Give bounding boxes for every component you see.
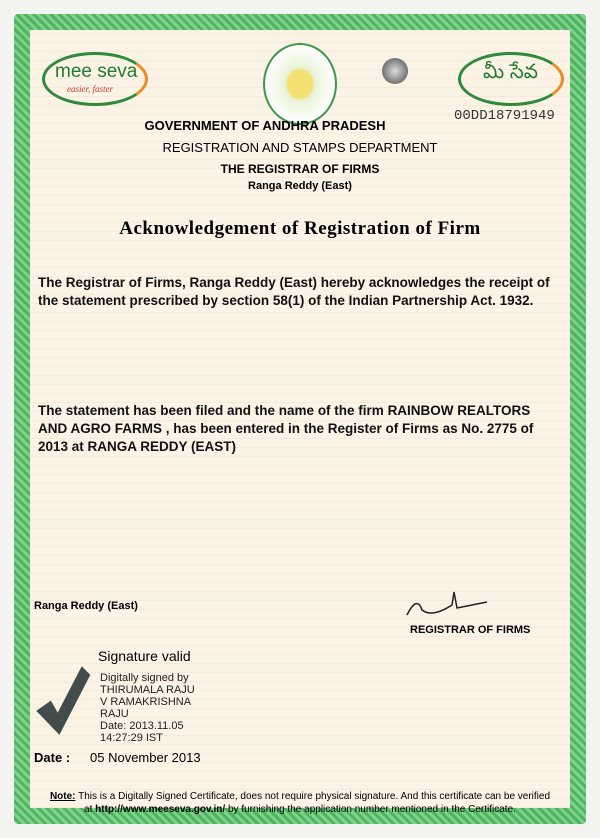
government-heading: GOVERNMENT OF ANDHRA PRADESH — [144, 118, 386, 133]
digital-signature-details — [100, 672, 195, 744]
district-heading: Ranga Reddy (East) — [248, 180, 352, 192]
registrar-label: REGISTRAR OF FIRMS — [410, 624, 531, 636]
verification-link[interactable]: http://www.meeseva.gov.in/ — [95, 804, 226, 815]
sig-line: V RAMAKRISHNA — [100, 696, 192, 708]
logo-tagline: easier, faster — [67, 84, 113, 94]
note-text: This is a Digitally Signed Certificate, does not require physical signature. And this certificate can be verified — [75, 791, 551, 802]
handwritten-signature — [402, 590, 492, 620]
sig-line: THIRUMALA RAJU — [100, 684, 195, 696]
registration-paragraph: The statement has been filed and the name of the firm RAINBOW REALTORS AND AGRO FARMS , has been entered in the Register of Firms as No. 2775 of 2013 at RANGA REDDY (EAST) — [38, 403, 534, 454]
signature-status: Signature valid — [98, 648, 191, 664]
state-emblem-seal — [263, 43, 337, 125]
sig-line: RAJU — [100, 708, 129, 720]
note-text: by furnishing the application number mentioned in the Certificate. — [225, 804, 516, 815]
department-heading: REGISTRATION AND STAMPS DEPARTMENT — [162, 140, 438, 155]
mee-seva-telugu-logo — [458, 52, 564, 106]
serial-number: 00DD18791949 — [454, 108, 555, 124]
sig-line: Digitally signed by — [100, 672, 189, 684]
certificate — [30, 30, 570, 815]
acknowledgement-paragraph: The Registrar of Firms, Ranga Reddy (East) hereby acknowledges the receipt of the statement prescribed by section 58(1) of the Indian Partnership Act. 1932. — [38, 275, 550, 308]
date-label: Date : — [34, 750, 71, 765]
verification-note — [30, 790, 570, 816]
valid-checkmark-icon — [32, 658, 92, 738]
date-value: 05 November 2013 — [90, 750, 201, 765]
hologram-icon — [382, 58, 408, 84]
logo-text: mee seva — [55, 61, 138, 82]
note-label: Note: — [49, 791, 76, 802]
note-text: at — [84, 804, 96, 815]
sig-line: Date: 2013.11.05 — [100, 720, 184, 732]
mee-seva-logo — [42, 52, 148, 106]
office-heading: THE REGISTRAR OF FIRMS — [220, 162, 380, 176]
sig-line: 14:27:29 IST — [100, 732, 163, 744]
place: Ranga Reddy (East) — [34, 600, 138, 612]
document-title: Acknowledgement of Registration of Firm — [119, 218, 481, 239]
logo-text-telugu: మీ సేవ — [483, 61, 538, 83]
